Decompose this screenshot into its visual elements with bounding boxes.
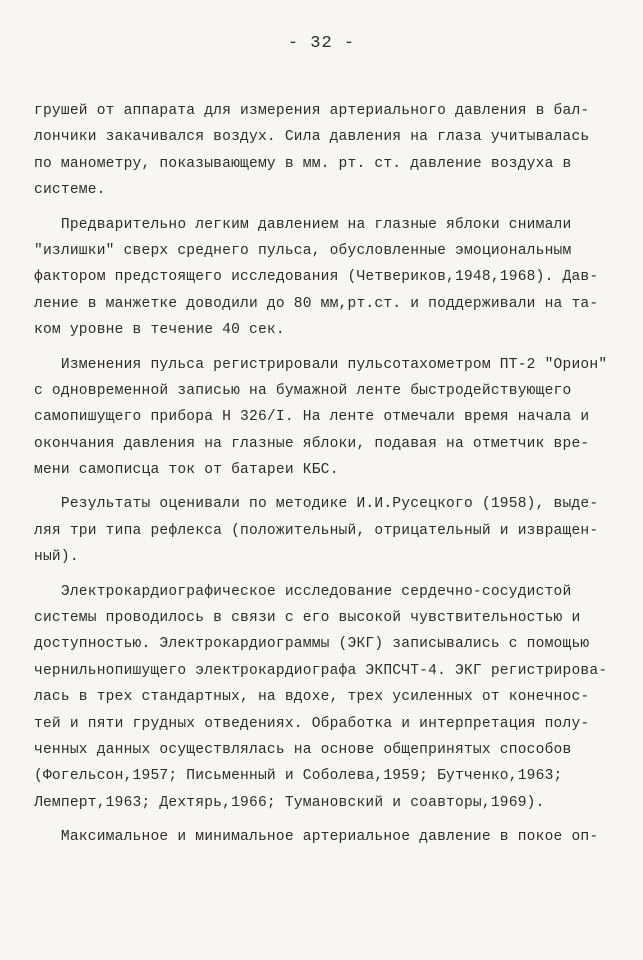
text-line: лончики закачивался воздух. Сила давления на глаза учитывалась (34, 129, 590, 146)
text-line: "излишки" сверх среднего пульса, обусловленные эмоциональным (34, 242, 572, 259)
text-line: ченных данных осуществлялась на основе общепринятых способов (34, 741, 572, 758)
text-line: с одновременной записью на бумажной ленте быстродействующего (34, 382, 572, 399)
text-line: ком уровне в течение 40 сек. (34, 322, 285, 339)
text-line: ляя три типа рефлекса (положительный, отрицательный и извращен- (34, 522, 599, 539)
paragraph-4 (34, 491, 614, 570)
body-text (34, 98, 614, 851)
paragraph-gap (34, 204, 614, 212)
text-line: Результаты оценивали по методике И.И.Русецкого (1958), выде- (34, 496, 599, 513)
page-number: - 32 - (287, 34, 356, 53)
text-line: самопишущего прибора Н 326/I. На ленте отмечали время начала и (34, 409, 590, 426)
paragraph-6 (34, 824, 614, 850)
text-line: ный). (34, 549, 79, 566)
text-line: системы проводилось в связи с его высокой чувствительностью и (34, 610, 581, 627)
paragraph-1 (34, 98, 614, 204)
paragraph-gap (34, 483, 614, 491)
text-line: системе. (34, 182, 106, 199)
text-line: лась в трех стандартных, на вдохе, трех усиленных от конечнос- (34, 689, 590, 706)
text-line: чернильнопишущего электрокардиографа ЭКПСЧТ-4. ЭКГ регистрирова- (34, 662, 608, 679)
paragraph-gap (34, 344, 614, 352)
paragraph-gap (34, 816, 614, 824)
text-line: Изменения пульса регистрировали пульсотахометром ПТ-2 "Орион" (34, 356, 608, 373)
paragraph-gap (34, 571, 614, 579)
text-line: окончания давления на глазные яблоки, подавая на отметчик вре- (34, 435, 590, 452)
text-line: Предварительно легким давлением на глазные яблоки снимали (34, 216, 572, 233)
text-line: по манометру, показывающему в мм. рт. ст. давление воздуха в (34, 155, 572, 172)
paragraph-3 (34, 352, 614, 484)
paragraph-2 (34, 212, 614, 344)
text-line: (Фогельсон,1957; Письменный и Соболева,1959; Бутченко,1963; (34, 768, 563, 785)
text-line: Лемперт,1963; Дехтярь,1966; Тумановский и соавторы,1969). (34, 794, 545, 811)
text-line: Максимальное и минимальное артериальное давление в покое оп- (34, 829, 599, 846)
text-line: тей и пяти грудных отведениях. Обработка и интерпретация полу- (34, 715, 590, 732)
text-line: доступностью. Электрокардиограммы (ЭКГ) записывались с помощью (34, 636, 590, 653)
text-line: ление в манжетке доводили до 80 мм,рт.ст. и поддерживали на та- (34, 295, 599, 312)
text-line: Электрокардиографическое исследование сердечно-сосудистой (34, 583, 572, 600)
paragraph-5 (34, 579, 614, 817)
text-line: фактором предстоящего исследования (Четвериков,1948,1968). Дав- (34, 269, 599, 286)
text-line: грушей от аппарата для измерения артериального давления в бал- (34, 103, 590, 119)
text-line: мени самописца ток от батареи КБС. (34, 462, 339, 479)
